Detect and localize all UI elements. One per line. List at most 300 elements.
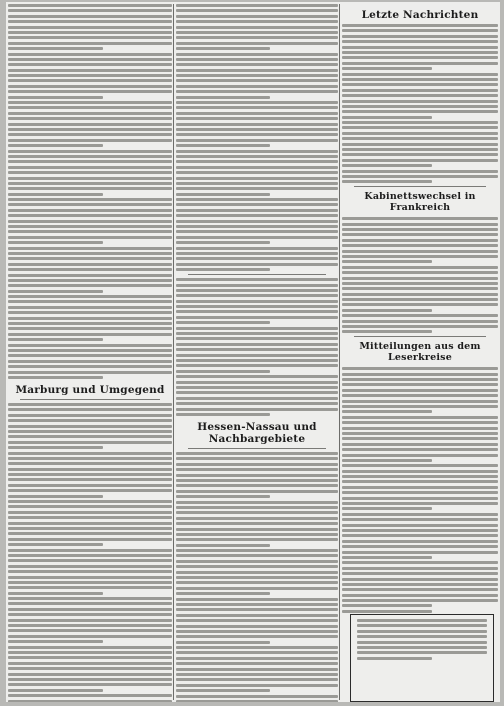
text-line	[8, 193, 103, 196]
text-line	[342, 518, 498, 521]
article-text-block	[176, 278, 338, 416]
text-line	[176, 463, 338, 466]
text-line	[342, 62, 498, 65]
text-line	[342, 389, 498, 392]
text-line	[342, 277, 498, 280]
text-line	[8, 128, 172, 131]
divider	[188, 448, 326, 449]
text-line	[176, 337, 338, 340]
text-line	[176, 203, 338, 206]
text-line	[342, 51, 498, 54]
text-line	[8, 90, 172, 93]
text-line	[176, 646, 338, 649]
text-line	[8, 694, 172, 697]
text-line	[342, 78, 498, 81]
text-line	[342, 121, 498, 124]
text-line	[8, 160, 172, 163]
text-line	[342, 233, 498, 236]
text-line	[8, 15, 172, 18]
text-line	[342, 416, 498, 419]
text-line	[8, 354, 172, 357]
text-line	[8, 586, 172, 589]
text-line	[176, 501, 338, 504]
text-line	[176, 571, 338, 574]
text-line	[342, 524, 498, 527]
text-line	[342, 148, 498, 151]
text-line	[8, 365, 172, 368]
newspaper-page	[6, 2, 500, 702]
text-line	[176, 133, 338, 136]
text-line	[176, 69, 338, 72]
text-line	[8, 538, 172, 541]
text-line	[342, 383, 498, 386]
section-heading-latest: Letzte Nachrichten	[361, 9, 479, 21]
text-line	[8, 597, 172, 600]
text-line	[8, 311, 172, 314]
text-line	[342, 217, 498, 220]
text-line	[342, 610, 432, 613]
text-line	[8, 565, 172, 568]
text-line	[342, 432, 498, 435]
text-line	[342, 486, 498, 489]
text-line	[176, 96, 270, 99]
text-line	[342, 475, 498, 478]
text-line	[342, 497, 498, 500]
text-line	[342, 56, 498, 59]
text-line	[176, 565, 338, 568]
text-line	[8, 117, 172, 120]
text-line	[342, 330, 432, 333]
text-line	[342, 394, 498, 397]
text-line	[8, 69, 172, 72]
text-line	[176, 74, 338, 77]
text-line	[342, 94, 498, 97]
text-line	[8, 155, 172, 158]
text-line	[342, 464, 498, 467]
text-line	[342, 223, 498, 226]
text-line	[8, 225, 172, 228]
text-line	[8, 371, 172, 374]
text-line	[8, 419, 172, 422]
text-line	[176, 544, 270, 547]
text-line	[176, 490, 338, 493]
text-line	[176, 614, 338, 617]
text-line	[8, 284, 172, 287]
text-line	[176, 474, 338, 477]
text-line	[8, 20, 172, 23]
article-text-block	[342, 24, 498, 183]
text-line	[176, 220, 338, 223]
text-line	[176, 381, 338, 384]
text-line	[176, 630, 338, 633]
text-line	[176, 641, 270, 644]
text-line	[176, 354, 338, 357]
text-line	[8, 4, 172, 7]
text-line	[342, 599, 498, 602]
text-line	[8, 263, 172, 266]
text-line	[342, 260, 432, 263]
text-line	[176, 408, 338, 411]
text-line	[176, 495, 270, 498]
text-line	[176, 316, 338, 319]
text-line	[342, 367, 498, 370]
text-line	[176, 123, 338, 126]
text-line	[176, 241, 270, 244]
text-line	[176, 375, 338, 378]
text-line	[357, 635, 487, 638]
text-line	[176, 63, 338, 66]
text-line	[176, 160, 338, 163]
text-line	[8, 106, 172, 109]
section-heading-cabinet: Kabinettswechsel in Frankreich	[364, 191, 476, 214]
text-line	[176, 511, 338, 514]
text-line	[8, 629, 172, 632]
divider	[354, 186, 486, 187]
text-line	[176, 106, 338, 109]
text-line	[176, 53, 338, 56]
text-line	[176, 386, 338, 389]
text-line	[342, 255, 498, 258]
text-line	[176, 343, 338, 346]
text-line	[8, 619, 172, 622]
text-line	[8, 651, 172, 654]
text-line	[342, 309, 432, 312]
text-line	[176, 673, 338, 676]
text-line	[8, 516, 172, 519]
text-line	[8, 139, 172, 142]
text-line	[176, 90, 338, 93]
text-line	[342, 491, 498, 494]
text-line	[8, 495, 103, 498]
text-line	[8, 112, 172, 115]
text-line	[342, 378, 498, 381]
text-line	[8, 559, 172, 562]
text-line	[176, 9, 338, 12]
text-line	[8, 602, 172, 605]
text-line	[176, 31, 338, 34]
text-line	[342, 470, 498, 473]
text-line	[176, 85, 338, 88]
text-line	[176, 193, 270, 196]
text-line	[342, 244, 498, 247]
text-line	[342, 421, 498, 424]
text-line	[342, 454, 498, 457]
text-line	[342, 132, 498, 135]
text-line	[176, 554, 338, 557]
text-line	[176, 166, 338, 169]
text-line	[8, 123, 172, 126]
text-line	[8, 408, 172, 411]
text-line	[176, 294, 338, 297]
text-line	[176, 20, 338, 23]
text-line	[176, 4, 338, 7]
text-line	[8, 613, 172, 616]
text-line	[176, 413, 270, 416]
text-line	[176, 327, 338, 330]
text-line	[8, 236, 172, 239]
text-line	[8, 376, 103, 379]
text-line	[8, 500, 172, 503]
text-line	[342, 228, 498, 231]
text-line	[176, 214, 338, 217]
text-line	[342, 604, 432, 607]
text-line	[342, 250, 498, 253]
text-line	[342, 153, 498, 156]
text-line	[357, 619, 487, 622]
text-line	[342, 239, 498, 242]
text-line	[176, 689, 270, 692]
text-line	[357, 630, 487, 633]
text-line	[8, 430, 172, 433]
text-line	[8, 257, 172, 260]
text-line	[342, 551, 498, 554]
article-text-block	[8, 403, 172, 702]
text-line	[357, 657, 432, 660]
text-line	[342, 100, 498, 103]
text-line	[8, 198, 172, 201]
text-line	[176, 278, 338, 281]
text-line	[176, 625, 338, 628]
text-line	[342, 400, 498, 403]
text-line	[8, 468, 172, 471]
text-line	[8, 209, 172, 212]
text-line	[342, 588, 498, 591]
divider	[354, 336, 486, 337]
text-line	[8, 177, 172, 180]
text-line	[342, 143, 498, 146]
advertisement-box	[350, 614, 494, 702]
text-line	[8, 581, 172, 584]
text-line	[342, 266, 498, 269]
text-line	[176, 268, 270, 271]
text-line	[8, 300, 172, 303]
text-line	[176, 522, 338, 525]
text-line	[176, 391, 338, 394]
text-line	[342, 89, 498, 92]
text-line	[8, 532, 172, 535]
text-line	[8, 268, 172, 271]
text-line	[342, 46, 498, 49]
section-heading-marburg: Marburg und Umgegend	[15, 383, 165, 396]
text-line	[342, 459, 432, 462]
text-line	[8, 187, 172, 190]
text-line	[342, 529, 498, 532]
text-line	[342, 567, 498, 570]
text-line	[176, 263, 338, 266]
text-line	[8, 144, 103, 147]
text-line	[8, 150, 172, 153]
text-line	[8, 247, 172, 250]
text-line	[176, 144, 270, 147]
article-text-block	[176, 4, 338, 271]
text-line	[176, 538, 338, 541]
text-line	[342, 325, 498, 328]
text-line	[342, 561, 498, 564]
text-line	[342, 572, 498, 575]
text-line	[176, 284, 338, 287]
text-line	[176, 332, 338, 335]
text-line	[176, 695, 338, 698]
text-line	[8, 446, 103, 449]
middle-column	[176, 4, 338, 702]
text-line	[8, 683, 172, 686]
text-line	[176, 678, 338, 681]
text-line	[176, 484, 338, 487]
text-line	[176, 506, 338, 509]
text-line	[342, 282, 498, 285]
text-line	[176, 397, 338, 400]
text-line	[8, 662, 172, 665]
text-line	[342, 126, 498, 129]
text-line	[342, 480, 498, 483]
text-line	[342, 373, 498, 376]
text-line	[176, 587, 338, 590]
text-line	[176, 150, 338, 153]
text-line	[8, 171, 172, 174]
text-line	[8, 435, 172, 438]
text-line	[8, 656, 172, 659]
text-line	[342, 180, 432, 183]
text-line	[342, 534, 498, 537]
text-line	[342, 73, 498, 76]
text-line	[8, 576, 172, 579]
right-column	[342, 4, 498, 702]
text-line	[342, 271, 498, 274]
text-line	[8, 414, 172, 417]
text-line	[176, 452, 338, 455]
text-line	[8, 31, 172, 34]
text-line	[342, 83, 498, 86]
text-line	[176, 592, 270, 595]
text-line	[8, 290, 103, 293]
text-line	[176, 603, 338, 606]
text-line	[8, 96, 103, 99]
text-line	[176, 177, 338, 180]
article-text-block	[8, 4, 172, 379]
text-line	[176, 549, 338, 552]
text-line	[8, 624, 172, 627]
text-line	[8, 646, 172, 649]
text-line	[8, 452, 172, 455]
text-line	[8, 252, 172, 255]
text-line	[8, 79, 172, 82]
text-line	[176, 225, 338, 228]
text-line	[8, 63, 172, 66]
text-line	[342, 137, 498, 140]
text-line	[342, 35, 498, 38]
text-line	[8, 608, 172, 611]
text-line	[342, 116, 432, 119]
text-line	[342, 502, 498, 505]
text-line	[176, 187, 338, 190]
text-line	[8, 214, 172, 217]
text-line	[176, 171, 338, 174]
text-line	[8, 74, 172, 77]
text-line	[8, 403, 172, 406]
text-line	[8, 543, 103, 546]
text-line	[176, 236, 338, 239]
article-text-block	[342, 217, 498, 333]
text-line	[342, 578, 498, 581]
text-line	[8, 36, 172, 39]
text-line	[8, 673, 172, 676]
text-line	[176, 657, 338, 660]
text-line	[342, 287, 498, 290]
text-line	[8, 473, 172, 476]
text-line	[8, 47, 103, 50]
text-line	[8, 570, 172, 573]
text-line	[8, 484, 172, 487]
text-line	[8, 133, 172, 136]
text-line	[176, 300, 338, 303]
text-line	[8, 478, 172, 481]
text-line	[176, 15, 338, 18]
text-line	[357, 651, 487, 654]
text-line	[8, 554, 172, 557]
text-line	[176, 468, 338, 471]
text-line	[357, 641, 487, 644]
text-line	[8, 549, 172, 552]
text-line	[8, 182, 172, 185]
text-line	[176, 47, 270, 50]
text-line	[342, 29, 498, 32]
text-line	[176, 370, 270, 373]
text-line	[176, 128, 338, 131]
text-line	[176, 517, 338, 520]
text-line	[176, 289, 338, 292]
text-line	[342, 159, 498, 162]
text-line	[176, 533, 338, 536]
column-rule	[173, 4, 174, 700]
text-line	[8, 344, 172, 347]
text-line	[176, 348, 338, 351]
text-line	[8, 230, 172, 233]
text-line	[342, 507, 432, 510]
text-line	[8, 462, 172, 465]
text-line	[342, 545, 498, 548]
text-line	[342, 105, 498, 108]
text-line	[176, 560, 338, 563]
text-line	[176, 402, 338, 405]
text-line	[176, 651, 338, 654]
text-line	[342, 540, 498, 543]
text-line	[176, 252, 338, 255]
text-line	[8, 85, 172, 88]
text-line	[342, 410, 432, 413]
text-line	[176, 310, 338, 313]
text-line	[176, 619, 338, 622]
text-line	[8, 338, 103, 341]
text-line	[176, 42, 338, 45]
text-line	[8, 166, 172, 169]
text-line	[342, 594, 498, 597]
text-line	[342, 303, 498, 306]
text-line	[176, 112, 338, 115]
text-line	[8, 333, 172, 336]
text-line	[8, 101, 172, 104]
text-line	[176, 101, 338, 104]
text-line	[176, 635, 338, 638]
text-line	[176, 26, 338, 29]
text-line	[8, 700, 172, 703]
text-line	[342, 320, 498, 323]
article-text-block	[176, 452, 338, 702]
text-line	[176, 662, 338, 665]
text-line	[342, 170, 498, 173]
text-line	[342, 513, 498, 516]
text-line	[176, 364, 338, 367]
text-line	[176, 58, 338, 61]
